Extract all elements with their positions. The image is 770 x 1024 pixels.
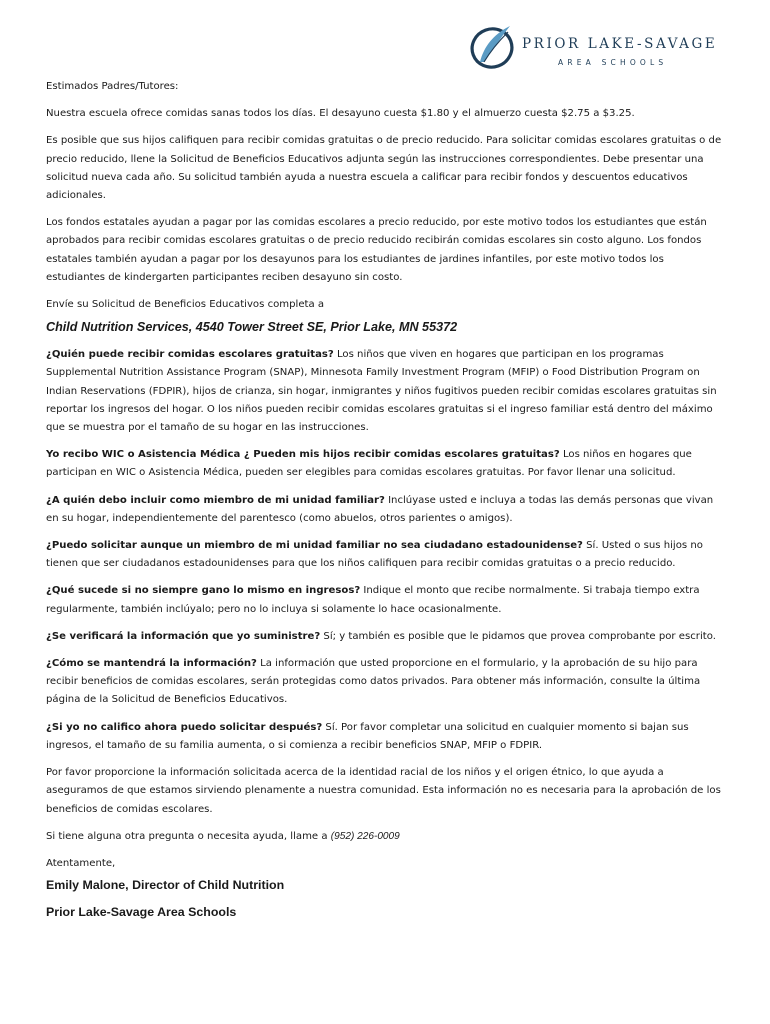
faq-item <box>46 346 726 437</box>
phone-number: (952) 226-0009 <box>330 830 400 842</box>
faq-item <box>46 537 726 573</box>
faq-answer: Los niños en hogares que participan en WIC o Asistencia Médica, pueden ser elegibles para comidas escolares gratuitas. Por favor llenar una solicitud. <box>46 449 692 479</box>
faq-answer: Los niños que viven en hogares que participan en los programas Supplemental Nutrition Assistance Program (SNAP), Minnesota Family Investment Program (MFIP) o Food Distribution Program on Indian Reservations (FDPIR), hijos de crianza, sin hogar, inmigrantes y niños fugitivos pueden recibir comidas escolares gratuitas sin reportar los ingresos del hogar. O los niños pueden recibir comidas escolares gratuitas si el ingreso familiar está dentro del máximo que se muestra por el tamaño de su hogar en las instrucciones. <box>46 349 717 434</box>
faq-item <box>46 628 726 646</box>
faq-answer: Inclúyase usted e incluya a todas las demás personas que vivan en su hogar, independientemente del parentesco (como abuelos, otros parientes o amigos). <box>46 494 714 524</box>
faq-answer: La información que usted proporcione en el formulario, y la aprobación de su hijo para recibir beneficios de comidas escolares, serán protegidas como datos privados. Para obtener más información, consulte la última página de la Solicitud de Beneficios Educativos. <box>46 658 701 706</box>
paragraph-meal-prices: Nuestra escuela ofrece comidas sanas todos los días. El desayuno cuesta $1.80 y el almuerzo cuesta $2.75 a $3.25. <box>46 108 635 120</box>
faq-item <box>46 492 726 528</box>
send-to-intro: Envíe su Solicitud de Beneficios Educativos completa a <box>46 299 325 311</box>
district-name: PRIOR LAKE-SAVAGE <box>522 36 718 52</box>
letter-body <box>46 78 726 930</box>
signer-organization: Prior Lake-Savage Area Schools <box>46 905 237 920</box>
faq-item <box>46 582 726 618</box>
district-subtitle: AREA SCHOOLS <box>558 58 668 67</box>
paragraph-eligibility: Es posible que sus hijos califiquen para recibir comidas gratuitas o de precio reducido. Para solicitar comidas escolares gratuitas o de precio reducido, llene la Solicitud de Beneficios Educativos adjunta según las instrucciones correspondientes. Debe presentar una solicitud nueva cada año. Su solicitud también ayuda a nuestra escuela a calificar para recibir fondos y descuentos educativos adicionales. <box>46 135 722 202</box>
faq-question: ¿Si yo no califico ahora puedo solicitar después? <box>46 721 323 733</box>
mailing-address: Child Nutrition Services, 4540 Tower Street SE, Prior Lake, MN 55372 <box>46 320 458 335</box>
district-logo <box>470 22 720 74</box>
faq-question: ¿Quién puede recibir comidas escolares gratuitas? <box>46 349 334 361</box>
faq-answer: Sí. Por favor completar una solicitud en cualquier momento si bajan sus ingresos, el tamaño de su familia aumenta, o si comienza a recibir beneficios SNAP, MFIP o FDPIR. <box>46 721 689 751</box>
paragraph-race-ethnicity: Por favor proporcione la información solicitada acerca de la identidad racial de los niños y el origen étnico, lo que ayuda a aseguramos de que estamos sirviendo plenamente a nuestra comunidad. Esta información no es necesaria para la aprobación de los beneficios de comidas escolares. <box>46 767 721 815</box>
faq-item <box>46 655 726 710</box>
faq-answer: Sí; y también es posible que le pidamos que provea comprobante por escrito. <box>320 630 716 642</box>
closing: Atentamente, <box>46 857 116 869</box>
faq-question: ¿Se verificará la información que yo suministre? <box>46 630 321 642</box>
faq-answer: Sí. Usted o sus hijos no tienen que ser ciudadanos estadounidenses para que los niños califiquen para recibir comidas gratuitas o a precio reducido. <box>46 540 703 570</box>
faq-answer: Indique el monto que recibe normalmente. Si trabaja tiempo extra regularmente, también inclúyalo; pero no lo incluya si solamente lo hace ocasionalmente. <box>46 585 700 615</box>
faq-item <box>46 446 726 482</box>
faq-question: Yo recibo WIC o Asistencia Médica ¿ Pueden mis hijos recibir comidas escolares gratuitas? <box>46 449 560 461</box>
paragraph-state-funds: Los fondos estatales ayudan a pagar por las comidas escolares a precio reducido, por este motivo todos los estudiantes que están aprobados para recibir comidas escolares gratuitas o de precio reducido recibirán comidas escolares sin costo alguno. Los fondos estatales también ayudan a pagar por los desayunos para los estudiantes de jardines infantiles, por este motivo todos los estudiantes de kindergarten participantes reciben desayuno sin costo. <box>46 217 707 283</box>
faq-question: ¿A quién debo incluir como miembro de mi unidad familiar? <box>46 494 385 506</box>
signer-name: Emily Malone, Director of Child Nutrition <box>46 878 285 893</box>
help-text: Si tiene alguna otra pregunta o necesita ayuda, llame a <box>46 830 331 842</box>
greeting: Estimados Padres/Tutores: <box>46 81 179 92</box>
faq-item <box>46 719 726 755</box>
help-line <box>46 828 726 846</box>
faq-question: ¿Puedo solicitar aunque un miembro de mi unidad familiar no sea ciudadano estadounidense? <box>46 540 583 552</box>
faq-question: ¿Qué sucede si no siempre gano lo mismo en ingresos? <box>46 585 361 597</box>
faq-question: ¿Cómo se mantendrá la información? <box>46 658 257 670</box>
feather-swoosh-icon <box>470 22 516 72</box>
